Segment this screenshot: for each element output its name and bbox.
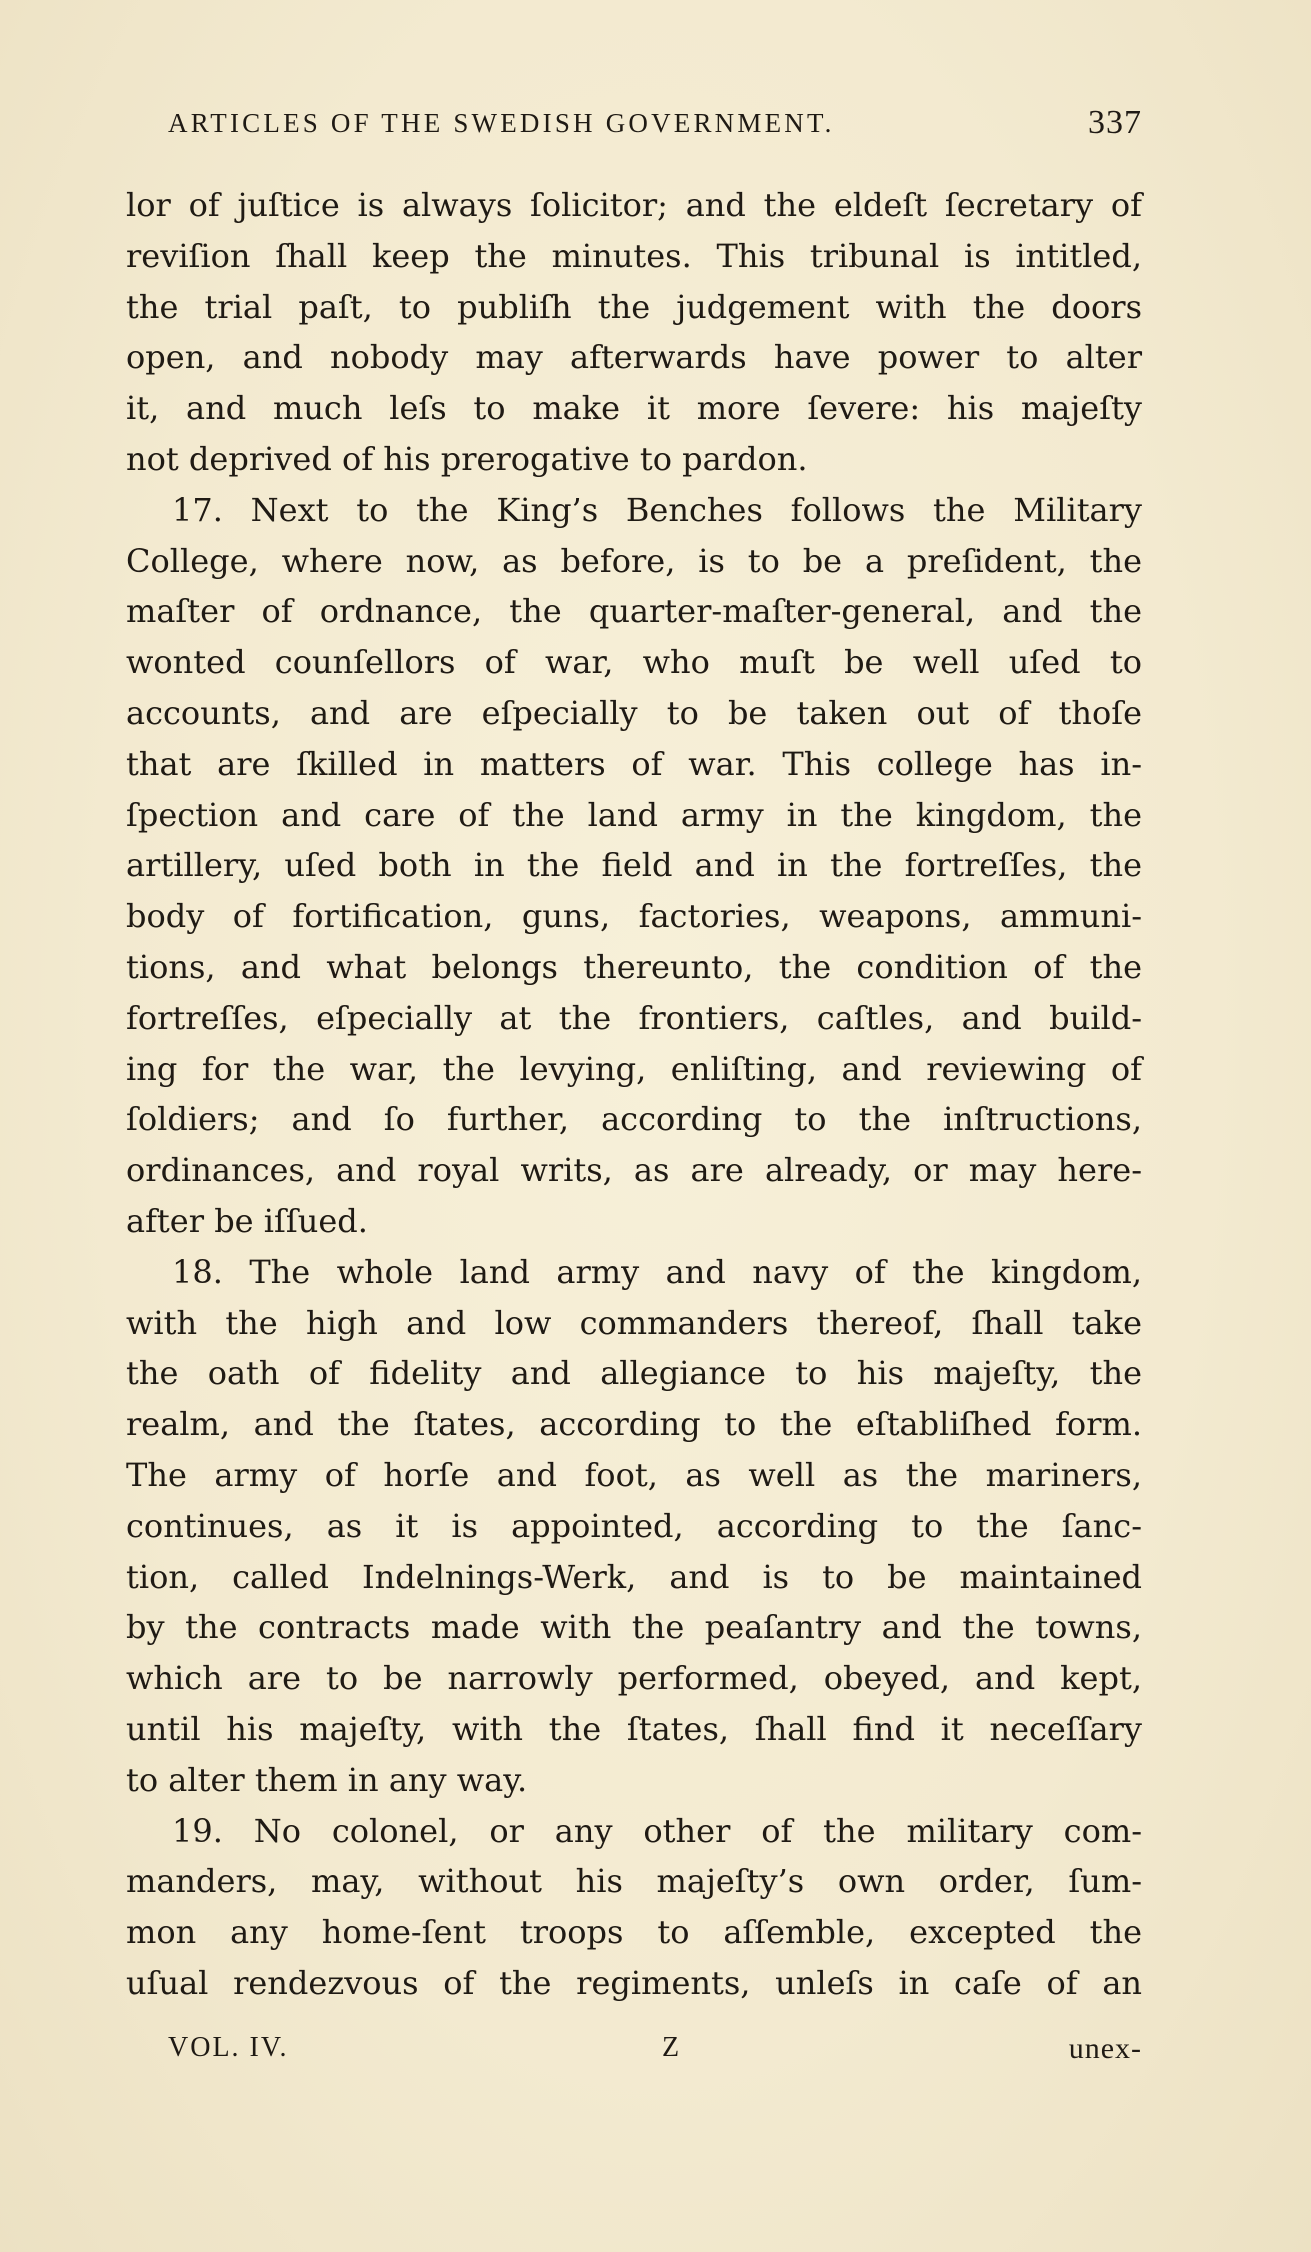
text-line: ing for the war, the levying, enliſting, and reviewing of bbox=[126, 1049, 1142, 1088]
page-header bbox=[168, 104, 1142, 152]
page-number: 337 bbox=[1088, 104, 1142, 141]
text-line: reviſion ſhall keep the minutes. This tribunal is intitled, bbox=[126, 236, 1142, 275]
running-title: ARTICLES OF THE SWEDISH GOVERNMENT. bbox=[168, 108, 835, 138]
text-line: The army of horſe and foot, as well as the mariners, bbox=[126, 1455, 1142, 1494]
text-line: until his majeſty, with the ſtates, ſhall find it neceſſary bbox=[126, 1709, 1142, 1748]
text-line: uſual rendezvous of the regiments, unleſs in caſe of an bbox=[126, 1963, 1142, 2002]
text-line: realm, and the ſtates, according to the eſtabliſhed form. bbox=[126, 1405, 1142, 1444]
text-line: open, and nobody may afterwards have power to alter bbox=[126, 338, 1142, 377]
text-line: by the contracts made with the peaſantry and the towns, bbox=[126, 1608, 1142, 1647]
text-line: maſter of ordnance, the quarter-maſter-general, and the bbox=[126, 592, 1142, 631]
text-line: tion, called Indelnings-Werk, and is to be maintained bbox=[126, 1557, 1142, 1596]
text-line: College, where now, as before, is to be a preſident, the bbox=[126, 541, 1142, 580]
text-line: fortreſſes, eſpecially at the frontiers, caſtles, and build- bbox=[126, 998, 1142, 1037]
text-line: the trial paſt, to publiſh the judgement with the doors bbox=[126, 287, 1142, 326]
paragraph-start-18: 18. The whole land army and navy of the kingdom, bbox=[172, 1252, 1142, 1291]
text-line: that are ſkilled in matters of war. This college has in- bbox=[126, 744, 1142, 783]
text-line: accounts, and are eſpecially to be taken out of thoſe bbox=[126, 693, 1142, 732]
text-line: ſpection and care of the land army in the kingdom, the bbox=[126, 795, 1142, 834]
paragraph-start-17: 17. Next to the King’s Benches follows the Military bbox=[172, 490, 1142, 529]
text-line: tions, and what belongs thereunto, the condition of the bbox=[126, 947, 1142, 986]
volume-signature: VOL. IV. bbox=[168, 2032, 289, 2063]
text-line: mon any home-ſent troops to aſſemble, excepted the bbox=[126, 1913, 1142, 1952]
text-line: the oath of fidelity and allegiance to his majeſty, the bbox=[126, 1354, 1142, 1393]
text-line: with the high and low commanders thereof, ſhall take bbox=[126, 1303, 1142, 1342]
signature-mark: Z bbox=[662, 2032, 682, 2063]
text-line: ſoldiers; and ſo further, according to the inſtructions, bbox=[126, 1100, 1142, 1139]
text-line: it, and much leſs to make it more ſevere: his majeſty bbox=[126, 389, 1142, 428]
paragraph-start-19: 19. No colonel, or any other of the military com- bbox=[172, 1811, 1142, 1850]
text-line: lor of juſtice is always ſolicitor; and the eldeſt ſecretary of bbox=[126, 186, 1142, 224]
text-line: artillery, uſed both in the field and in the fortreſſes, the bbox=[126, 846, 1142, 885]
text-line: body of fortification, guns, factories, weapons, ammuni- bbox=[126, 897, 1142, 936]
text-line: continues, as it is appointed, according to the ſanc- bbox=[126, 1506, 1142, 1545]
text-line: which are to be narrowly performed, obeyed, and kept, bbox=[126, 1659, 1142, 1698]
text-line: manders, may, without his majeſty’s own order, ſum- bbox=[126, 1862, 1142, 1901]
text-line: not deprived of his prerogative to pardon. bbox=[126, 439, 808, 478]
text-line: wonted counſellors of war, who muſt be well uſed to bbox=[126, 643, 1142, 682]
text-line: ordinances, and royal writs, as are already, or may here- bbox=[126, 1151, 1142, 1190]
text-line: to alter them in any way. bbox=[126, 1760, 528, 1799]
text-line: after be iſſued. bbox=[126, 1201, 368, 1240]
body-text bbox=[126, 180, 1142, 2009]
catchword: unex- bbox=[1068, 2032, 1142, 2065]
page-footer bbox=[168, 2032, 1142, 2072]
